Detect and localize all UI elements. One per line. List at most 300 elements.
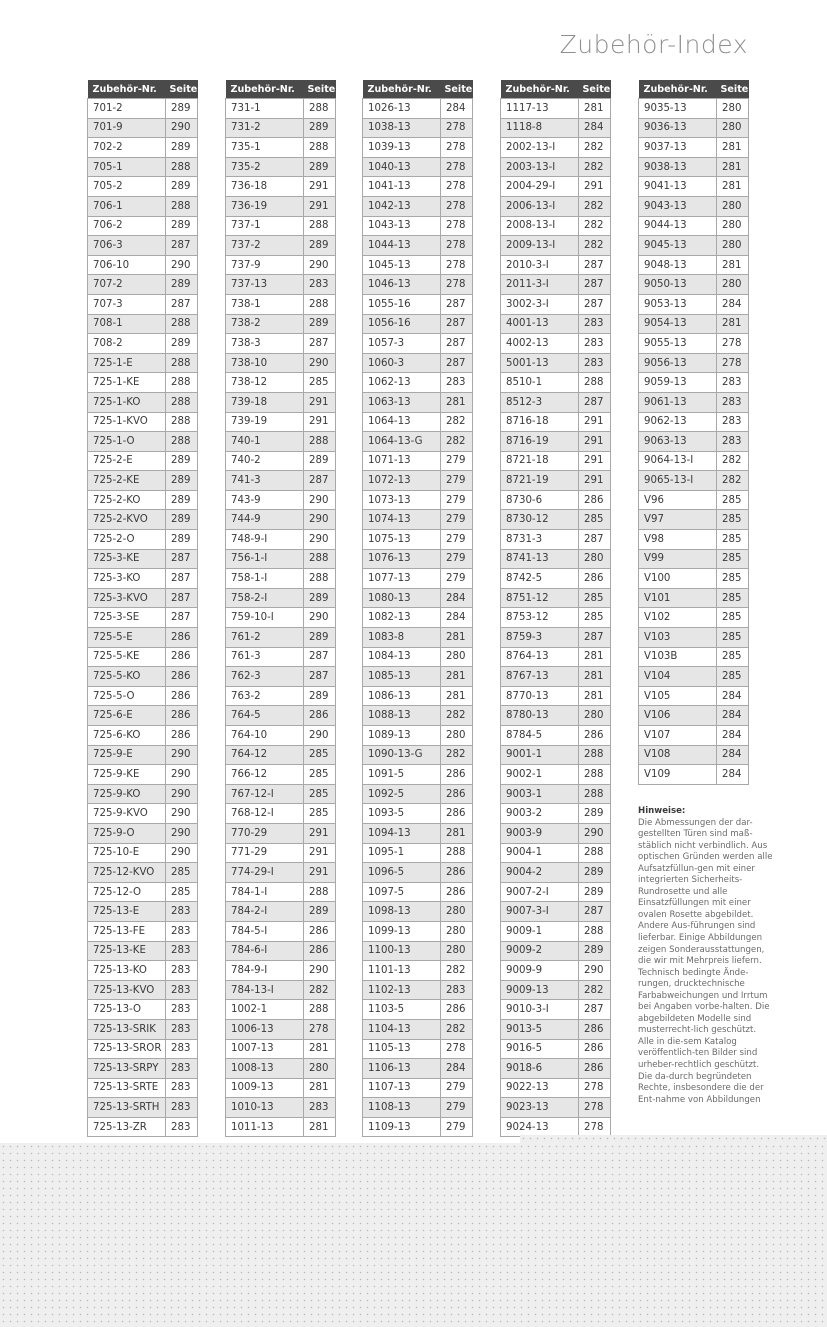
table-row (226, 451, 336, 471)
cell-seite: 289 (304, 686, 336, 706)
header-seite: Seite (166, 80, 198, 99)
cell-seite: 289 (166, 334, 198, 354)
cell-nr: 9004-1 (501, 843, 579, 863)
cell-seite: 285 (304, 745, 336, 765)
cell-nr: 725-13-SRIK (88, 1019, 166, 1039)
table-row (501, 412, 611, 432)
cell-seite: 290 (579, 823, 611, 843)
table-row (363, 1078, 473, 1098)
table-row (363, 882, 473, 902)
table-row (639, 392, 749, 412)
table-row (363, 902, 473, 922)
cell-seite: 287 (579, 255, 611, 275)
table-row (88, 804, 198, 824)
cell-seite: 289 (304, 902, 336, 922)
table-row (639, 294, 749, 314)
cell-seite: 287 (579, 530, 611, 550)
cell-nr: 1093-5 (363, 804, 441, 824)
cell-nr: 9035-13 (639, 99, 717, 119)
cell-nr: 4001-13 (501, 314, 579, 334)
cell-nr: 1074-13 (363, 510, 441, 530)
index-table-1 (87, 80, 198, 1137)
cell-nr: 9024-13 (501, 1117, 579, 1137)
header-seite: Seite (717, 80, 749, 99)
cell-nr: 739-18 (226, 392, 304, 412)
table-header (88, 80, 198, 99)
cell-seite: 290 (304, 510, 336, 530)
cell-nr: 9023-13 (501, 1098, 579, 1118)
cell-nr: 1056-16 (363, 314, 441, 334)
cell-seite: 288 (579, 921, 611, 941)
cell-nr: 9054-13 (639, 314, 717, 334)
table-row (363, 784, 473, 804)
cell-nr: 1010-13 (226, 1098, 304, 1118)
cell-seite: 278 (441, 157, 473, 177)
cell-nr: 1075-13 (363, 530, 441, 550)
table-row (88, 216, 198, 236)
cell-seite: 283 (166, 1059, 198, 1079)
table-row (226, 255, 336, 275)
table-row (226, 157, 336, 177)
cell-seite: 288 (166, 432, 198, 452)
table-row (639, 569, 749, 589)
cell-seite: 281 (579, 99, 611, 119)
table-row (226, 765, 336, 785)
table-row (639, 373, 749, 393)
cell-nr: 8512-3 (501, 392, 579, 412)
table-row (88, 432, 198, 452)
cell-seite: 283 (717, 373, 749, 393)
cell-seite: 286 (441, 804, 473, 824)
cell-nr: 1062-13 (363, 373, 441, 393)
table-row (88, 745, 198, 765)
cell-nr: 725-1-KVO (88, 412, 166, 432)
cell-seite: 280 (304, 1059, 336, 1079)
cell-seite: 290 (166, 118, 198, 138)
cell-seite: 289 (166, 510, 198, 530)
cell-seite: 287 (166, 608, 198, 628)
header-seite: Seite (304, 80, 336, 99)
cell-seite: 289 (304, 236, 336, 256)
table-row (363, 647, 473, 667)
cell-nr: 768-12-I (226, 804, 304, 824)
cell-nr: 1101-13 (363, 961, 441, 981)
table-row (88, 99, 198, 119)
table-row (363, 216, 473, 236)
cell-seite: 285 (717, 667, 749, 687)
cell-seite: 285 (717, 569, 749, 589)
table-row (88, 314, 198, 334)
cell-seite: 285 (579, 588, 611, 608)
table-row (88, 569, 198, 589)
table-row (363, 451, 473, 471)
cell-seite: 290 (166, 765, 198, 785)
cell-nr: 1109-13 (363, 1117, 441, 1137)
cell-seite: 287 (166, 294, 198, 314)
table-row (501, 216, 611, 236)
cell-nr: 1071-13 (363, 451, 441, 471)
cell-nr: 1044-13 (363, 236, 441, 256)
cell-seite: 280 (441, 647, 473, 667)
table-header (501, 80, 611, 99)
table-row (88, 823, 198, 843)
table-row (363, 726, 473, 746)
table-row (501, 941, 611, 961)
table-row (88, 1000, 198, 1020)
cell-seite: 288 (441, 843, 473, 863)
cell-nr: 8784-5 (501, 726, 579, 746)
cell-nr: 766-12 (226, 765, 304, 785)
cell-seite: 285 (717, 588, 749, 608)
cell-seite: 287 (441, 294, 473, 314)
cell-seite: 289 (304, 157, 336, 177)
table-row (363, 373, 473, 393)
index-table-5 (638, 80, 749, 785)
cell-nr: 725-1-KE (88, 373, 166, 393)
cell-nr: 9056-13 (639, 353, 717, 373)
table-row (639, 99, 749, 119)
cell-seite: 287 (304, 471, 336, 491)
table-row (501, 471, 611, 491)
cell-nr: 725-1-E (88, 353, 166, 373)
table-row (501, 902, 611, 922)
table-row (501, 726, 611, 746)
table-row (226, 980, 336, 1000)
cell-seite: 280 (441, 902, 473, 922)
cell-seite: 291 (579, 412, 611, 432)
cell-nr: 738-12 (226, 373, 304, 393)
cell-seite: 288 (304, 216, 336, 236)
cell-seite: 285 (166, 882, 198, 902)
cell-seite: 289 (166, 530, 198, 550)
cell-nr: 725-13-E (88, 902, 166, 922)
cell-seite: 279 (441, 1117, 473, 1137)
cell-seite: 282 (717, 471, 749, 491)
cell-seite: 283 (717, 412, 749, 432)
table-row (88, 647, 198, 667)
cell-nr: 9055-13 (639, 334, 717, 354)
table-row (501, 667, 611, 687)
table-row (88, 118, 198, 138)
cell-nr: 762-3 (226, 667, 304, 687)
table-row (363, 157, 473, 177)
cell-seite: 286 (441, 1000, 473, 1020)
cell-nr: 1097-5 (363, 882, 441, 902)
cell-seite: 285 (717, 530, 749, 550)
cell-nr: 706-10 (88, 255, 166, 275)
table-row (88, 1059, 198, 1079)
table-row (501, 608, 611, 628)
cell-seite: 283 (166, 1019, 198, 1039)
cell-seite: 286 (579, 726, 611, 746)
cell-nr: 737-1 (226, 216, 304, 236)
table-row (88, 608, 198, 628)
header-nr: Zubehör-Nr. (226, 80, 304, 99)
cell-nr: 725-2-KE (88, 471, 166, 491)
cell-seite: 284 (579, 118, 611, 138)
cell-seite: 290 (166, 784, 198, 804)
table-row (226, 961, 336, 981)
cell-nr: 707-2 (88, 275, 166, 295)
table-row (639, 353, 749, 373)
cell-nr: 1094-13 (363, 823, 441, 843)
table-row (88, 706, 198, 726)
table-row (501, 823, 611, 843)
table-row (88, 921, 198, 941)
cell-seite: 283 (166, 961, 198, 981)
cell-nr: 708-2 (88, 334, 166, 354)
cell-seite: 288 (579, 784, 611, 804)
cell-seite: 284 (717, 726, 749, 746)
cell-nr: 1102-13 (363, 980, 441, 1000)
cell-nr: 8716-19 (501, 432, 579, 452)
cell-nr: 725-2-KVO (88, 510, 166, 530)
cell-nr: 784-1-I (226, 882, 304, 902)
cell-seite: 286 (304, 921, 336, 941)
cell-seite: 279 (441, 451, 473, 471)
cell-seite: 289 (579, 941, 611, 961)
table-row (226, 118, 336, 138)
table-row (639, 334, 749, 354)
table-row (501, 961, 611, 981)
cell-nr: 1042-13 (363, 196, 441, 216)
table-row (88, 1078, 198, 1098)
cell-nr: 758-2-I (226, 588, 304, 608)
table-row (639, 608, 749, 628)
table-row (639, 177, 749, 197)
cell-seite: 286 (304, 941, 336, 961)
cell-nr: 748-9-I (226, 530, 304, 550)
table-row (363, 353, 473, 373)
cell-nr: 9062-13 (639, 412, 717, 432)
cell-seite: 285 (579, 608, 611, 628)
header-seite: Seite (579, 80, 611, 99)
table-row (88, 882, 198, 902)
cell-seite: 288 (579, 843, 611, 863)
cell-seite: 291 (304, 863, 336, 883)
cell-nr: 9059-13 (639, 373, 717, 393)
cell-nr: 738-1 (226, 294, 304, 314)
cell-nr: 743-9 (226, 490, 304, 510)
cell-seite: 286 (579, 1059, 611, 1079)
cell-seite: 291 (304, 823, 336, 843)
cell-seite: 290 (304, 490, 336, 510)
cell-seite: 286 (441, 765, 473, 785)
cell-seite: 287 (579, 392, 611, 412)
table-row (363, 196, 473, 216)
cell-nr: 1043-13 (363, 216, 441, 236)
cell-nr: V97 (639, 510, 717, 530)
table-row (639, 432, 749, 452)
table-row (639, 118, 749, 138)
table-row (363, 314, 473, 334)
cell-seite: 291 (579, 451, 611, 471)
header-nr: Zubehör-Nr. (88, 80, 166, 99)
cell-nr: 3002-3-I (501, 294, 579, 314)
cell-nr: V104 (639, 667, 717, 687)
cell-nr: 9003-2 (501, 804, 579, 824)
cell-nr: 725-13-SRPY (88, 1059, 166, 1079)
table-row (501, 588, 611, 608)
table-row (501, 1059, 611, 1079)
cell-nr: 9003-1 (501, 784, 579, 804)
cell-nr: 1077-13 (363, 569, 441, 589)
cell-nr: 735-2 (226, 157, 304, 177)
cell-seite: 281 (441, 667, 473, 687)
cell-nr: 9041-13 (639, 177, 717, 197)
header-nr: Zubehör-Nr. (639, 80, 717, 99)
table-row (88, 177, 198, 197)
cell-nr: 725-12-O (88, 882, 166, 902)
cell-seite: 282 (579, 980, 611, 1000)
index-table-2 (225, 80, 336, 1137)
table-row (639, 196, 749, 216)
table-row (363, 432, 473, 452)
notes-heading: Hinweise: (638, 806, 686, 816)
cell-seite: 285 (304, 765, 336, 785)
cell-nr: 774-29-I (226, 863, 304, 883)
cell-nr: 1064-13 (363, 412, 441, 432)
cell-nr: 1117-13 (501, 99, 579, 119)
cell-nr: 1082-13 (363, 608, 441, 628)
table-row (639, 216, 749, 236)
cell-nr: 8764-13 (501, 647, 579, 667)
notes-text: Die Abmessungen der dar-gestellten Türen sind maß-stäblich nicht verbindlich. Aus optischen Gründen werden alle Aufsatzfüllun-gen mit einer integrierten Sicherheits-Rundrosette und alle Einsatzfüllungen mit einer ovalen Rosette abgebildet. Andere Aus-führungen sind lieferbar. Einige Abbildungen zeigen Sonderausstattungen, die wir mit Mehrpreis liefern. Technisch bedingte Ände-rungen, drucktechnische Farbabweichungen und Irrtum bei Angaben vorbe-halten. Die abgebildeten Modelle sind musterrecht-lich geschützt. Alle in die-sem Katalog veröffentlich-ten Bilder sind urheber-rechtlich geschützt. Die da-durch begründeten Rechte, insbesondere die der Ent-nahme von Abbildungen (638, 817, 773, 1105)
cell-nr: 8510-1 (501, 373, 579, 393)
table-row (226, 1019, 336, 1039)
cell-seite: 286 (166, 628, 198, 648)
cell-seite: 289 (304, 451, 336, 471)
cell-nr: 8741-13 (501, 549, 579, 569)
cell-seite: 287 (441, 353, 473, 373)
table-row (363, 921, 473, 941)
notes-block (638, 806, 773, 1106)
cell-nr: 701-9 (88, 118, 166, 138)
cell-nr: 740-2 (226, 451, 304, 471)
cell-seite: 288 (166, 392, 198, 412)
cell-nr: 784-2-I (226, 902, 304, 922)
cell-nr: 784-6-I (226, 941, 304, 961)
cell-nr: 1063-13 (363, 392, 441, 412)
table-row (226, 412, 336, 432)
table-row (88, 902, 198, 922)
cell-seite: 282 (441, 1019, 473, 1039)
cell-seite: 288 (166, 353, 198, 373)
cell-nr: 1002-1 (226, 1000, 304, 1020)
cell-nr: 9048-13 (639, 255, 717, 275)
table-row (88, 549, 198, 569)
table-row (639, 549, 749, 569)
table-row (363, 275, 473, 295)
cell-nr: 1057-3 (363, 334, 441, 354)
table-row (639, 314, 749, 334)
table-row (88, 843, 198, 863)
table-row (88, 941, 198, 961)
cell-nr: 1089-13 (363, 726, 441, 746)
table-row (639, 686, 749, 706)
cell-nr: 706-1 (88, 196, 166, 216)
table-row (501, 1000, 611, 1020)
table-row (501, 882, 611, 902)
index-table-3 (362, 80, 473, 1137)
cell-seite: 286 (166, 706, 198, 726)
cell-nr: 725-9-E (88, 745, 166, 765)
cell-nr: V103 (639, 628, 717, 648)
cell-nr: 2003-13-I (501, 157, 579, 177)
table-row (501, 1039, 611, 1059)
table-row (226, 196, 336, 216)
table-row (501, 784, 611, 804)
cell-nr: 8770-13 (501, 686, 579, 706)
cell-nr: 701-2 (88, 99, 166, 119)
cell-seite: 281 (441, 686, 473, 706)
cell-nr: 725-2-E (88, 451, 166, 471)
cell-nr: 2008-13-I (501, 216, 579, 236)
cell-nr: 8742-5 (501, 569, 579, 589)
table-row (363, 823, 473, 843)
cell-nr: 9018-6 (501, 1059, 579, 1079)
table-row (363, 177, 473, 197)
cell-nr: 738-3 (226, 334, 304, 354)
cell-seite: 286 (166, 647, 198, 667)
table-row (639, 588, 749, 608)
table-row (226, 1000, 336, 1020)
cell-nr: 725-2-O (88, 530, 166, 550)
table-row (88, 1039, 198, 1059)
table-row (88, 765, 198, 785)
table-row (226, 628, 336, 648)
cell-nr: 725-3-SE (88, 608, 166, 628)
table-row (88, 588, 198, 608)
cell-seite: 280 (579, 549, 611, 569)
cell-seite: 282 (441, 412, 473, 432)
cell-seite: 288 (304, 1000, 336, 1020)
cell-seite: 284 (441, 588, 473, 608)
cell-seite: 278 (717, 353, 749, 373)
cell-nr: 1009-13 (226, 1078, 304, 1098)
table-row (363, 961, 473, 981)
table-row (363, 236, 473, 256)
cell-seite: 279 (441, 490, 473, 510)
cell-seite: 289 (166, 471, 198, 491)
table-row (363, 294, 473, 314)
table-row (501, 157, 611, 177)
table-row (88, 353, 198, 373)
cell-nr: 725-13-KE (88, 941, 166, 961)
table-row (639, 157, 749, 177)
cell-nr: 1039-13 (363, 138, 441, 158)
table-row (88, 451, 198, 471)
cell-seite: 285 (304, 784, 336, 804)
cell-nr: 1106-13 (363, 1059, 441, 1079)
cell-nr: 725-3-KE (88, 549, 166, 569)
cell-seite: 284 (717, 706, 749, 726)
cell-nr: 9003-9 (501, 823, 579, 843)
table-row (88, 961, 198, 981)
cell-nr: 2006-13-I (501, 196, 579, 216)
table-row (88, 686, 198, 706)
cell-nr: 725-13-SRTH (88, 1098, 166, 1118)
cell-seite: 283 (166, 1000, 198, 1020)
cell-seite: 287 (579, 628, 611, 648)
cell-seite: 280 (717, 196, 749, 216)
table-row (226, 941, 336, 961)
table-row (226, 471, 336, 491)
table-row (639, 451, 749, 471)
table-row (226, 334, 336, 354)
cell-nr: 9038-13 (639, 157, 717, 177)
cell-seite: 289 (304, 588, 336, 608)
